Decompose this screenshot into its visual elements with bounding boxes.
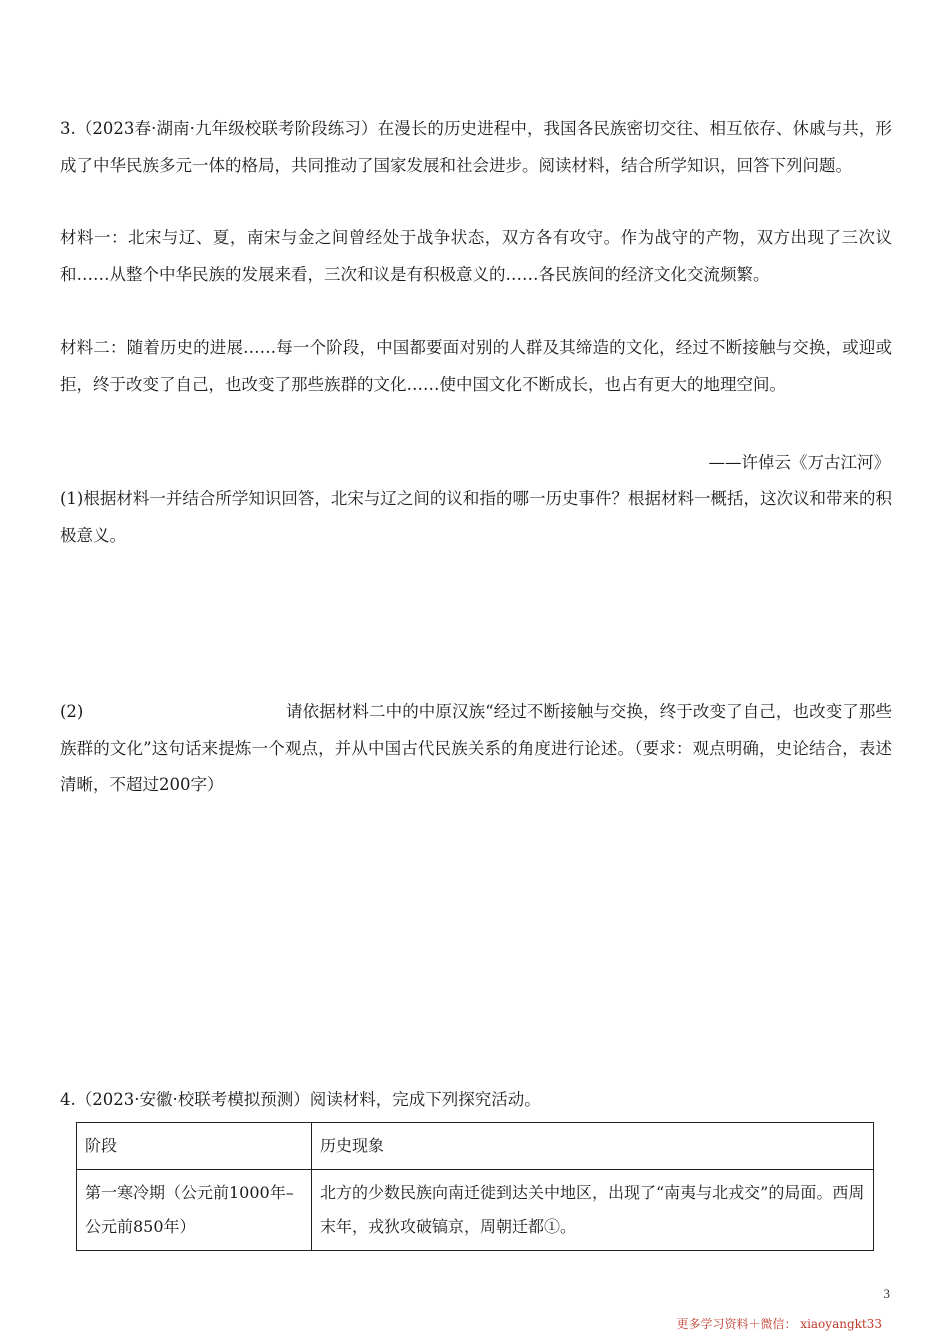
q3-intro: 3.（2023春·湖南·九年级校联考阶段练习）在漫长的历史进程中，我国各民族密切交往、相互依存、休戚与共，形成了中华民族多元一体的格局，共同推动了国家发展和社会进步。阅读材料，结合所学知识，回答下列问题。	[60, 119, 892, 175]
q3-material-2: 材料二：随着历史的进展……每一个阶段，中国都要面对别的人群及其缔造的文化，经过不断接触与交换，或迎或拒，终于改变了自己，也改变了那些族群的文化……使中国文化不断成长，也占有更大的地理空间。	[60, 338, 892, 394]
table-cell: 第一寒冷期（公元前1000年–公元前850年）	[77, 1170, 312, 1251]
page-number: 3	[883, 1286, 890, 1301]
table-header-row	[77, 1123, 874, 1170]
q3-subquestion-2-label: (2)	[60, 702, 84, 721]
q4-intro: 4.（2023·安徽·校联考模拟预测）阅读材料，完成下列探究活动。	[60, 1090, 541, 1109]
stage-table	[76, 1122, 874, 1251]
table-cell: 北方的少数民族向南迁徙到达关中地区，出现了“南夷与北戎交”的局面。西周末年，戎狄攻破镐京，周朝迁都①。	[312, 1170, 874, 1251]
table-row	[77, 1170, 874, 1251]
table-header-cell: 阶段	[77, 1123, 312, 1170]
footer-promo: 更多学习资料＋微信： xiaoyangkt33	[676, 1317, 882, 1331]
q3-material-1: 材料一：北宋与辽、夏，南宋与金之间曾经处于战争状态，双方各有攻守。作为战守的产物，双方出现了三次议和……从整个中华民族的发展来看，三次和议是有积极意义的……各民族间的经济文化交流频繁。	[60, 228, 892, 284]
q3-subquestion-2: 请依据材料二中的中原汉族“经过不断接触与交换，终于改变了自己，也改变了那些族群的文化”这句话来提炼一个观点，并从中国古代民族关系的角度进行论述。（要求：观点明确，史论结合，表述清晰，不超过200字）	[60, 702, 892, 794]
table-header-cell: 历史现象	[312, 1123, 874, 1170]
q3-attribution: ——许倬云《万古江河》	[708, 453, 890, 472]
q3-subquestion-1: (1)根据材料一并结合所学知识回答，北宋与辽之间的议和指的哪一历史事件？根据材料一概括，这次议和带来的积极意义。	[60, 489, 892, 545]
